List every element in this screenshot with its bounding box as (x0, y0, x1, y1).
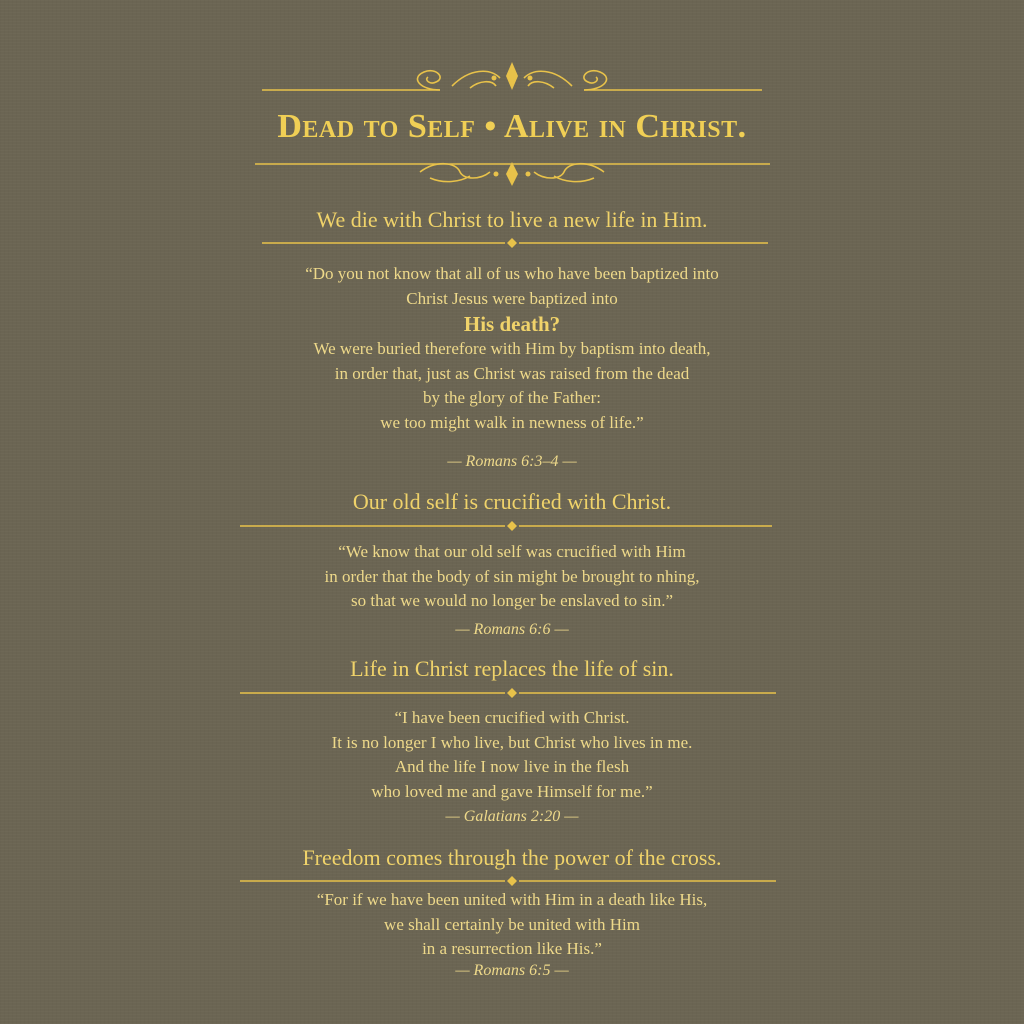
quote-line: who loved me and gave Himself for me.” (371, 781, 653, 801)
title-part2: Alive in Christ. (503, 108, 747, 145)
section-divider (0, 519, 1024, 533)
quote-line: we too might walk in newness of life.” (380, 412, 644, 432)
quote-line: in a resurrection like His.” (422, 939, 602, 958)
quote-line: Christ Jesus were baptized into (406, 288, 618, 308)
quote-line: by the glory of the Father: (423, 388, 601, 407)
quote-line: “Do you not know that all of us who have been baptized into (305, 264, 719, 283)
section-heading: Life in Christ replaces the life of sin. (350, 656, 674, 681)
quote-line: in order that, just as Christ was raised from the dead (334, 363, 690, 383)
quote-line: in order that the body of sin might be brought to nhing, (324, 566, 700, 586)
scripture-quote (0, 540, 1024, 614)
title-separator: • (484, 108, 497, 145)
section-divider (0, 686, 1024, 700)
quote-line: so that we would no longer be enslaved to sin.” (351, 591, 673, 610)
quote-emphasis: His death? (463, 312, 561, 336)
quote-line: “For if we have been united with Him in a death like His, (316, 890, 708, 909)
title-part1: Dead to Self (277, 108, 476, 145)
scripture-quote (0, 262, 1024, 435)
quote-line: We were buried therefore with Him by baptism into death, (313, 339, 711, 358)
top-flourish-ornament (0, 58, 1024, 100)
quote-line: “We know that our old self was crucified with Him (338, 542, 686, 561)
page-title (0, 108, 1024, 146)
scripture-quote (0, 888, 1024, 962)
scripture-reference: — Galatians 2:20 — (445, 808, 579, 825)
section-heading: We die with Christ to live a new life in Him. (316, 207, 708, 232)
title-underline-ornament (0, 150, 1024, 190)
section-divider (0, 236, 1024, 250)
quote-line: It is no longer I who live, but Christ who lives in me. (331, 732, 693, 752)
section-heading: Freedom comes through the power of the cross. (302, 845, 722, 870)
section-heading: Our old self is crucified with Christ. (352, 489, 672, 514)
quote-line: we shall certainly be united with Him (384, 914, 640, 934)
scripture-quote (0, 706, 1024, 804)
scripture-reference: — Romans 6:3–4 — (447, 453, 577, 470)
scripture-reference: — Romans 6:5 — (455, 962, 569, 979)
quote-line: “I have been crucified with Christ. (394, 708, 630, 727)
quote-line: And the life I now live in the flesh (394, 757, 630, 776)
section-divider (0, 874, 1024, 888)
scripture-reference: — Romans 6:6 — (455, 621, 569, 638)
